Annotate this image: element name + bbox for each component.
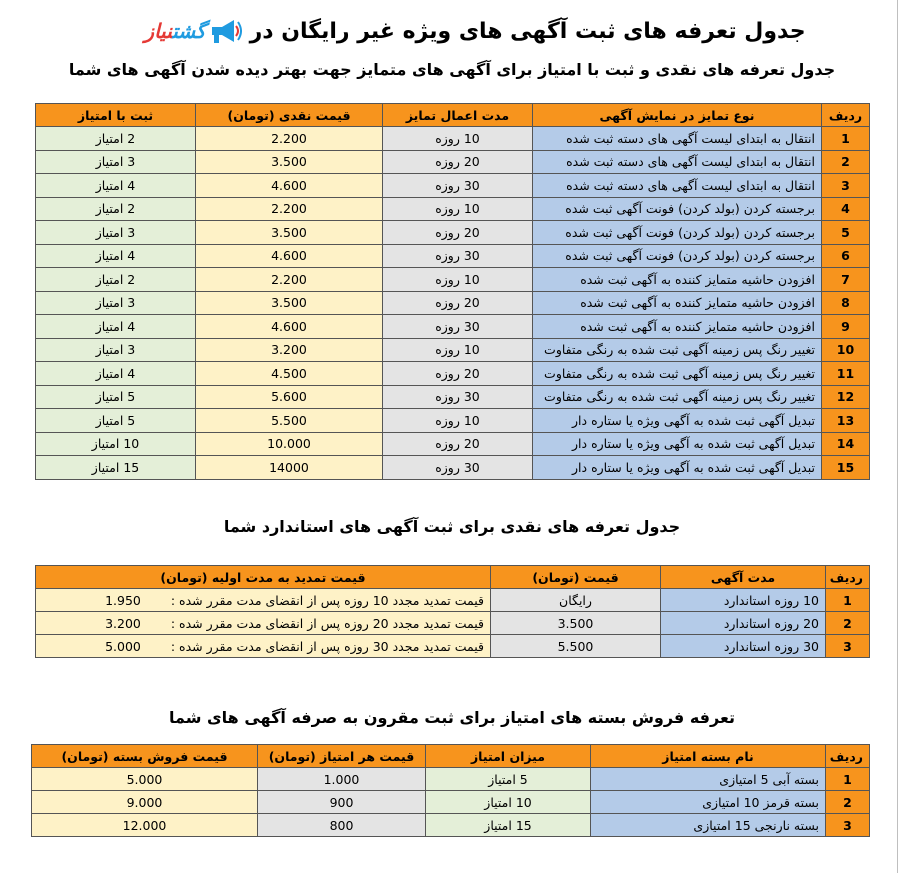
duration: 30 روزه xyxy=(383,174,533,198)
table-row xyxy=(36,456,870,480)
point-price: 10 امتیاز xyxy=(36,432,196,456)
point-price: 15 امتیاز xyxy=(36,456,196,480)
page-edge-line xyxy=(897,0,898,873)
renewal-price-cell xyxy=(36,589,491,612)
table-row xyxy=(36,127,870,151)
table-row xyxy=(32,814,870,837)
table-row xyxy=(36,589,870,612)
price: رایگان xyxy=(491,589,661,612)
point-price: 5 امتیاز xyxy=(36,385,196,409)
column-header: ثبت با امتیاز xyxy=(36,104,196,127)
row-number: 7 xyxy=(822,268,870,292)
point-price: 4 امتیاز xyxy=(36,315,196,339)
point-price: 2 امتیاز xyxy=(36,268,196,292)
point-price: 3 امتیاز xyxy=(36,221,196,245)
ad-feature-type: برجسته کردن (بولد کردن) فونت آگهی ثبت شده xyxy=(533,244,822,268)
package-price: 5.000 xyxy=(32,768,258,791)
row-number: 3 xyxy=(826,635,870,658)
package-price: 9.000 xyxy=(32,791,258,814)
logo xyxy=(144,16,241,46)
header xyxy=(144,8,806,54)
ad-feature-type: افزودن حاشیه متمایز کننده به آگهی ثبت شده xyxy=(533,291,822,315)
duration: 20 روزه xyxy=(383,432,533,456)
renewal-price: 5.000 xyxy=(105,638,141,654)
duration: 30 روزه xyxy=(383,385,533,409)
renewal-price-cell xyxy=(36,635,491,658)
duration: 20 روزه xyxy=(383,221,533,245)
price-per-point: 1.000 xyxy=(258,768,426,791)
row-number: 5 xyxy=(822,221,870,245)
table-row xyxy=(32,791,870,814)
cash-price: 4.600 xyxy=(196,174,383,198)
table-row xyxy=(36,612,870,635)
cash-price: 4.500 xyxy=(196,362,383,386)
cash-price: 2.200 xyxy=(196,127,383,151)
table-row xyxy=(36,221,870,245)
duration: 20 روزه xyxy=(383,362,533,386)
ad-feature-type: تبدیل آگهی ثبت شده به آگهی ویژه یا ستاره دار xyxy=(533,432,822,456)
row-number: 2 xyxy=(822,150,870,174)
row-number: 10 xyxy=(822,338,870,362)
price-per-point: 800 xyxy=(258,814,426,837)
package-name: بسته آبی 5 امتیازی xyxy=(591,768,826,791)
price-per-point: 900 xyxy=(258,791,426,814)
point-price: 4 امتیاز xyxy=(36,174,196,198)
ad-feature-type: برجسته کردن (بولد کردن) فونت آگهی ثبت شده xyxy=(533,221,822,245)
column-header: مدت اعمال تمایز xyxy=(383,104,533,127)
column-header: قیمت نقدی (تومان) xyxy=(196,104,383,127)
cash-price: 2.200 xyxy=(196,268,383,292)
table-row xyxy=(36,291,870,315)
price: 3.500 xyxy=(491,612,661,635)
table-header-row xyxy=(36,104,870,127)
table-row xyxy=(36,385,870,409)
column-header: میزان امتیاز xyxy=(426,745,591,768)
duration: 20 روزه xyxy=(383,150,533,174)
row-number: 2 xyxy=(826,612,870,635)
table-header-row xyxy=(32,745,870,768)
row-number: 15 xyxy=(822,456,870,480)
table-row xyxy=(36,409,870,433)
column-header: قیمت هر امتیاز (تومان) xyxy=(258,745,426,768)
duration: 30 روزه xyxy=(383,244,533,268)
duration: 30 روزه xyxy=(383,456,533,480)
ad-duration: 20 روزه استاندارد xyxy=(661,612,826,635)
package-price: 12.000 xyxy=(32,814,258,837)
column-header: ردیف xyxy=(826,566,870,589)
cash-price: 5.600 xyxy=(196,385,383,409)
cash-price: 3.500 xyxy=(196,221,383,245)
package-name: بسته نارنجی 15 امتیازی xyxy=(591,814,826,837)
point-price: 3 امتیاز xyxy=(36,338,196,362)
ad-feature-type: تغییر رنگ پس زمینه آگهی ثبت شده به رنگی متفاوت xyxy=(533,362,822,386)
table-row xyxy=(36,432,870,456)
renewal-price: 3.200 xyxy=(105,615,141,631)
ad-feature-type: انتقال به ابتدای لیست آگهی های دسته ثبت شده xyxy=(533,174,822,198)
ad-feature-type: تبدیل آگهی ثبت شده به آگهی ویژه یا ستاره دار xyxy=(533,409,822,433)
row-number: 4 xyxy=(822,197,870,221)
ad-feature-type: افزودن حاشیه متمایز کننده به آگهی ثبت شده xyxy=(533,268,822,292)
table-row xyxy=(36,362,870,386)
table-row xyxy=(36,635,870,658)
standard-ads-table xyxy=(35,565,870,658)
row-number: 3 xyxy=(826,814,870,837)
table-row xyxy=(36,338,870,362)
row-number: 1 xyxy=(826,768,870,791)
column-header: نوع تمایز در نمایش آگهی xyxy=(533,104,822,127)
featured-ads-table xyxy=(35,103,870,480)
duration: 20 روزه xyxy=(383,291,533,315)
standard-ads-title: جدول تعرفه های نقدی برای ثبت آگهی های استاندارد شما xyxy=(223,517,681,536)
renewal-price: 1.950 xyxy=(105,592,141,608)
table-header-row xyxy=(36,566,870,589)
renewal-description: قیمت تمدید مجدد 20 روزه پس از انقضای مدت مقرر شده : xyxy=(170,615,484,631)
cash-price: 3.500 xyxy=(196,291,383,315)
column-header: قیمت (تومان) xyxy=(491,566,661,589)
renewal-price-cell xyxy=(36,612,491,635)
cash-price: 5.500 xyxy=(196,409,383,433)
table-row xyxy=(36,315,870,339)
point-price: 5 امتیاز xyxy=(36,409,196,433)
cash-price: 3.200 xyxy=(196,338,383,362)
ad-feature-type: تبدیل آگهی ثبت شده به آگهی ویژه یا ستاره دار xyxy=(533,456,822,480)
column-header: قیمت تمدید به مدت اولیه (تومان) xyxy=(36,566,491,589)
row-number: 2 xyxy=(826,791,870,814)
duration: 10 روزه xyxy=(383,268,533,292)
point-price: 3 امتیاز xyxy=(36,150,196,174)
row-number: 12 xyxy=(822,385,870,409)
row-number: 1 xyxy=(822,127,870,151)
ad-duration: 10 روزه استاندارد xyxy=(661,589,826,612)
ad-feature-type: افزودن حاشیه متمایز کننده به آگهی ثبت شده xyxy=(533,315,822,339)
cash-price: 4.600 xyxy=(196,244,383,268)
column-header: ردیف xyxy=(826,745,870,768)
duration: 30 روزه xyxy=(383,315,533,339)
renewal-description: قیمت تمدید مجدد 10 روزه پس از انقضای مدت مقرر شده : xyxy=(170,592,484,608)
cash-price: 4.600 xyxy=(196,315,383,339)
row-number: 3 xyxy=(822,174,870,198)
duration: 10 روزه xyxy=(383,338,533,362)
megaphone-icon xyxy=(208,16,242,46)
cash-price: 14000 xyxy=(196,456,383,480)
table-row xyxy=(36,197,870,221)
renewal-description: قیمت تمدید مجدد 30 روزه پس از انقضای مدت مقرر شده : xyxy=(170,638,484,654)
ad-feature-type: تغییر رنگ پس زمینه آگهی ثبت شده به رنگی متفاوت xyxy=(533,338,822,362)
row-number: 13 xyxy=(822,409,870,433)
ad-feature-type: انتقال به ابتدای لیست آگهی های دسته ثبت شده xyxy=(533,127,822,151)
duration: 10 روزه xyxy=(383,409,533,433)
column-header: ردیف xyxy=(822,104,870,127)
point-price: 2 امتیاز xyxy=(36,127,196,151)
table-row xyxy=(36,244,870,268)
price: 5.500 xyxy=(491,635,661,658)
ad-duration: 30 روزه استاندارد xyxy=(661,635,826,658)
duration: 10 روزه xyxy=(383,197,533,221)
cash-price: 2.200 xyxy=(196,197,383,221)
table-row xyxy=(36,268,870,292)
ad-feature-type: برجسته کردن (بولد کردن) فونت آگهی ثبت شده xyxy=(533,197,822,221)
column-header: قیمت فروش بسته (تومان) xyxy=(32,745,258,768)
row-number: 8 xyxy=(822,291,870,315)
point-price: 4 امتیاز xyxy=(36,244,196,268)
point-packages-table xyxy=(31,744,870,837)
row-number: 6 xyxy=(822,244,870,268)
row-number: 11 xyxy=(822,362,870,386)
point-amount: 15 امتیاز xyxy=(426,814,591,837)
column-header: مدت آگهی xyxy=(661,566,826,589)
point-amount: 10 امتیاز xyxy=(426,791,591,814)
logo-accent: نیاز xyxy=(144,19,173,43)
column-header: نام بسته امتیاز xyxy=(591,745,826,768)
ad-feature-type: انتقال به ابتدای لیست آگهی های دسته ثبت شده xyxy=(533,150,822,174)
logo-text xyxy=(144,19,205,43)
row-number: 14 xyxy=(822,432,870,456)
table-row xyxy=(36,150,870,174)
point-amount: 5 امتیاز xyxy=(426,768,591,791)
table-row xyxy=(32,768,870,791)
row-number: 9 xyxy=(822,315,870,339)
subtitle: جدول تعرفه های نقدی و ثبت با امتیاز برای آگهی های متمایز جهت بهتر دیده شدن آگهی های شما xyxy=(68,60,836,79)
point-packages-title: تعرفه فروش بسته های امتیاز برای ثبت مقرون به صرفه آگهی های شما xyxy=(168,708,736,727)
cash-price: 3.500 xyxy=(196,150,383,174)
package-name: بسته قرمز 10 امتیازی xyxy=(591,791,826,814)
table-row xyxy=(36,174,870,198)
cash-price: 10.000 xyxy=(196,432,383,456)
point-price: 2 امتیاز xyxy=(36,197,196,221)
duration: 10 روزه xyxy=(383,127,533,151)
point-price: 4 امتیاز xyxy=(36,362,196,386)
point-price: 3 امتیاز xyxy=(36,291,196,315)
logo-main: گشت xyxy=(172,19,206,43)
page-title: جدول تعرفه های ثبت آگهی های ویژه غیر رایگان در xyxy=(249,18,806,44)
row-number: 1 xyxy=(826,589,870,612)
ad-feature-type: تغییر رنگ پس زمینه آگهی ثبت شده به رنگی متفاوت xyxy=(533,385,822,409)
